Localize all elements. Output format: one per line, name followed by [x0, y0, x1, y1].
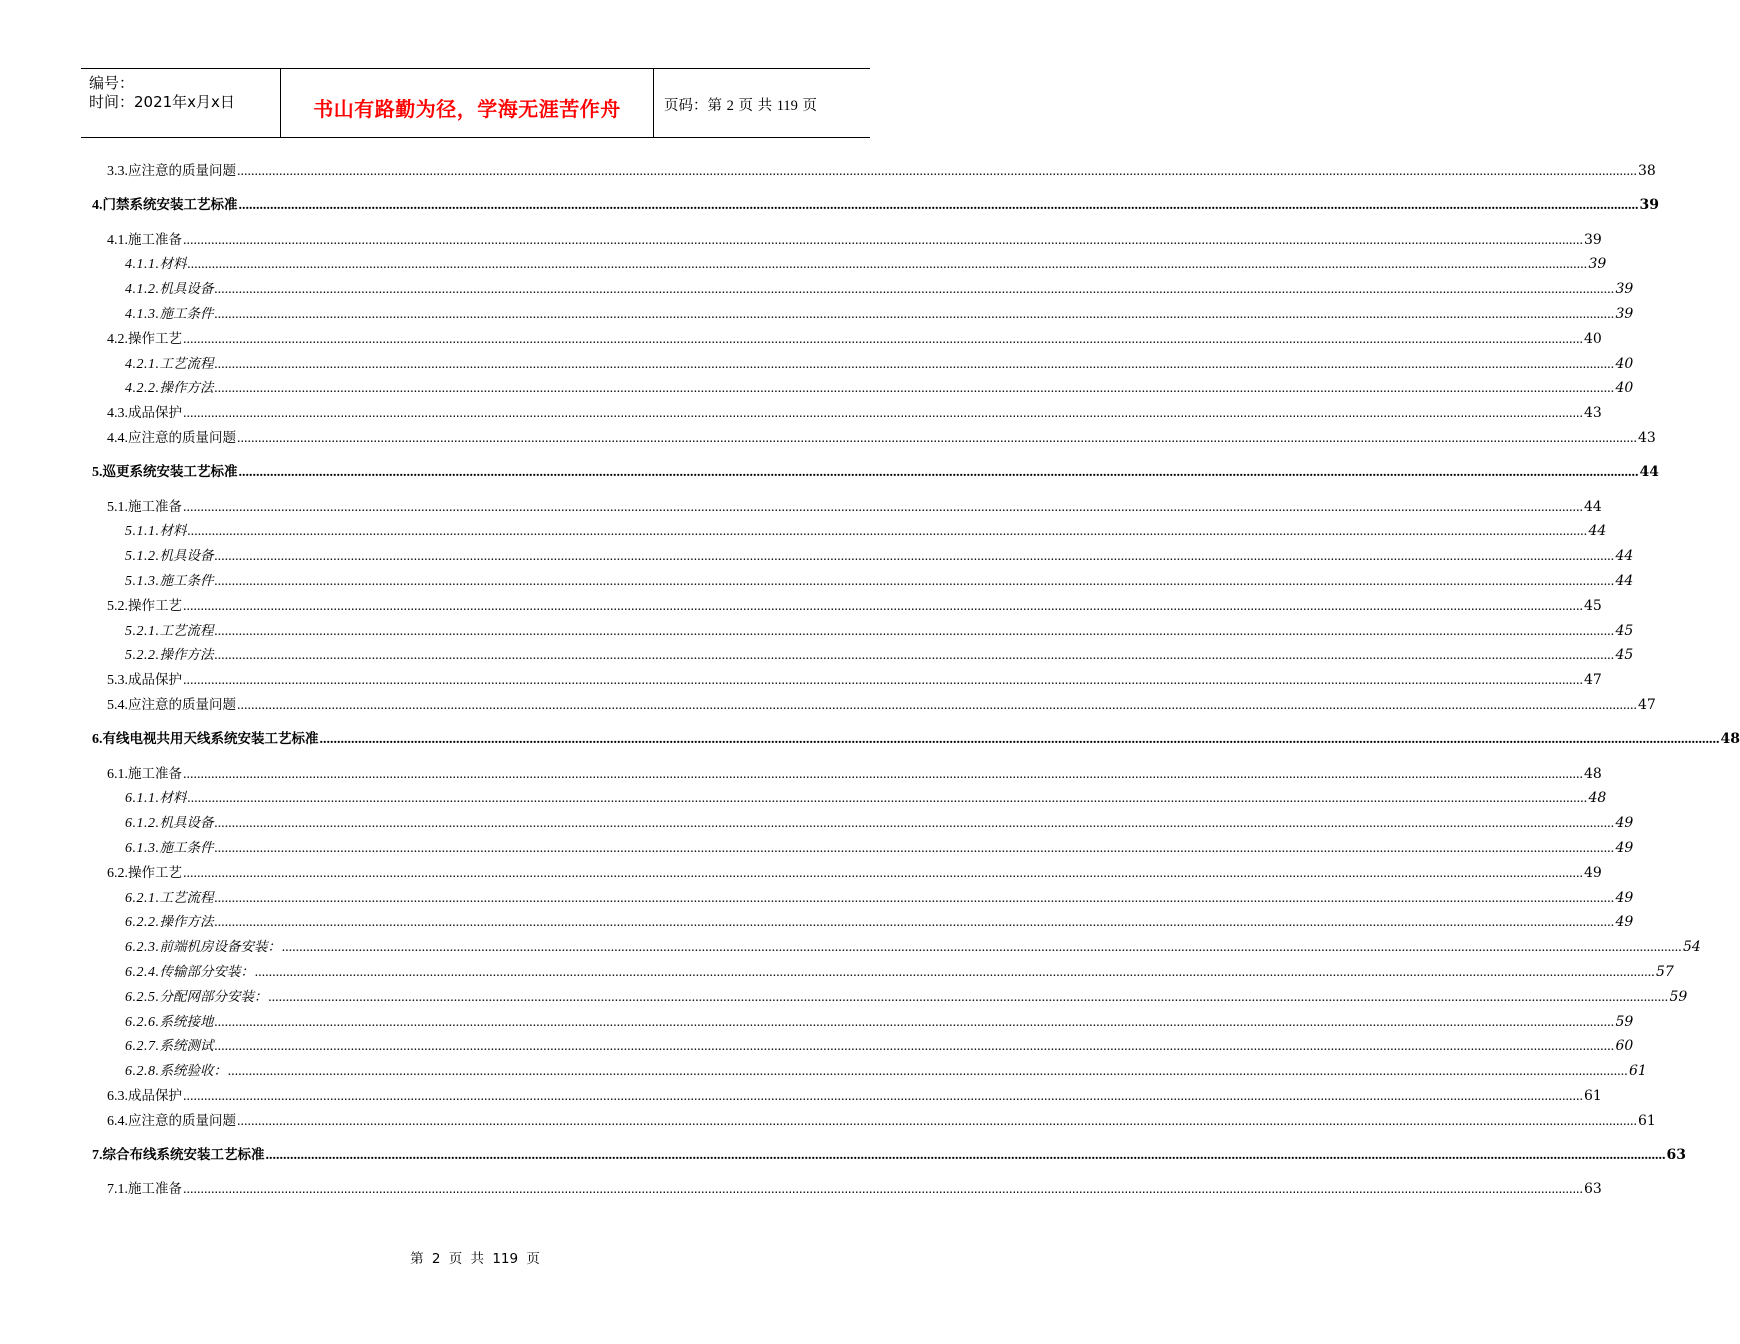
toc-entry-title: 材料	[159, 523, 187, 540]
toc-entry[interactable]	[125, 838, 1634, 858]
toc-entry-number: 5.1.2.	[125, 549, 160, 565]
toc-entry-number: 3.3.	[107, 164, 128, 179]
toc-entry-number: 5.1.1.	[125, 524, 160, 540]
toc-leader-dots: ................................................................................................................................................................................................................................................................................................................................................................................................................	[214, 841, 1615, 856]
toc-entry-page: 38	[1638, 163, 1656, 179]
toc-entry-page: 63	[1666, 1147, 1686, 1164]
toc-entry-page: 49	[1615, 840, 1634, 856]
toc-entry-page: 61	[1638, 1112, 1656, 1129]
toc-entry-title: 材料	[159, 790, 187, 807]
header-page-cell	[654, 69, 870, 137]
toc-entry-number: 6.4.	[107, 1113, 128, 1129]
toc-leader-dots: ................................................................................................................................................................................................................................................................................................................................................................................................................	[183, 865, 1583, 881]
toc-entry-number: 5.	[92, 465, 103, 481]
toc-entry-page: 40	[1615, 380, 1634, 397]
toc-entry-page: 43	[1584, 405, 1602, 422]
toc-entry-title: 操作工艺	[128, 330, 182, 347]
toc-entry-title: 工艺流程	[159, 355, 214, 372]
toc-entry-page: 44	[1615, 548, 1634, 565]
toc-entry[interactable]	[107, 863, 1602, 883]
header-motto: 书山有路勤为径，学海无涯苦作舟	[313, 97, 621, 121]
toc-entry-page: 39	[1588, 256, 1607, 273]
toc-entry[interactable]	[92, 195, 1659, 215]
toc-entry-page: 49	[1584, 864, 1602, 881]
time-label: 时间：2021年x月x日	[89, 93, 235, 111]
toc-entry[interactable]	[92, 462, 1659, 482]
toc-entry-number: 6.2.3.	[125, 940, 160, 956]
toc-entry-title: 分配网部分安装：	[159, 988, 268, 1005]
toc-entry-number: 4.1.3.	[125, 307, 160, 322]
page-prefix: 页码：第	[664, 98, 722, 114]
toc-entry[interactable]	[125, 1061, 1647, 1081]
toc-entry-title: 成品保护	[128, 672, 182, 689]
toc-entry[interactable]	[125, 279, 1634, 299]
toc-entry-page: 39	[1615, 306, 1634, 322]
toc-leader-dots: ................................................................................................................................................................................................................................................................................................................................................................................................................	[238, 198, 1639, 214]
toc-entry[interactable]	[125, 546, 1634, 566]
toc-entry-page: 49	[1615, 889, 1634, 906]
toc-entry[interactable]	[107, 428, 1656, 448]
toc-entry[interactable]	[107, 497, 1602, 517]
toc-leader-dots: ................................................................................................................................................................................................................................................................................................................................................................................................................	[282, 940, 1682, 956]
toc-entry-title: 综合布线系统安装工艺标准	[102, 1147, 265, 1164]
toc-entry[interactable]	[125, 571, 1634, 591]
toc-leader-dots: ................................................................................................................................................................................................................................................................................................................................................................................................................	[183, 673, 1583, 689]
toc-entry-page: 57	[1656, 964, 1674, 980]
toc-leader-dots: ................................................................................................................................................................................................................................................................................................................................................................................................................	[183, 598, 1583, 614]
toc-leader-dots: ................................................................................................................................................................................................................................................................................................................................................................................................................	[319, 732, 1720, 748]
toc-leader-dots: ................................................................................................................................................................................................................................................................................................................................................................................................................	[237, 1113, 1637, 1129]
toc-entry-page: 44	[1639, 464, 1659, 481]
toc-entry-page: 48	[1588, 790, 1607, 807]
toc-entry[interactable]	[107, 403, 1602, 423]
toc-entry-number: 5.1.	[107, 499, 128, 515]
toc-entry[interactable]	[107, 764, 1602, 784]
toc-entry[interactable]	[125, 937, 1701, 957]
toc-entry-title: 传输部分安装：	[159, 964, 254, 980]
toc-entry-number: 6.3.	[107, 1089, 128, 1104]
toc-entry-number: 7.	[92, 1148, 103, 1164]
toc-entry-number: 6.2.5.	[125, 989, 160, 1005]
toc-leader-dots: ................................................................................................................................................................................................................................................................................................................................................................................................................	[187, 791, 1588, 807]
toc-leader-dots: ................................................................................................................................................................................................................................................................................................................................................................................................................	[183, 766, 1583, 782]
toc-entry-page: 47	[1584, 672, 1602, 689]
toc-entry[interactable]	[107, 1086, 1602, 1106]
toc-entry-title: 施工准备	[128, 1181, 182, 1198]
toc-entry-page: 59	[1669, 988, 1688, 1005]
toc-leader-dots: ................................................................................................................................................................................................................................................................................................................................................................................................................	[183, 232, 1583, 248]
toc-entry-number: 4.2.1.	[125, 356, 160, 372]
toc-entry-page: 39	[1639, 197, 1659, 214]
toc-entry-number: 4.	[92, 198, 103, 214]
toc-entry-number: 6.1.	[107, 766, 128, 782]
toc-entry-page: 44	[1584, 498, 1602, 515]
toc-entry-page: 49	[1615, 914, 1634, 931]
toc-entry-number: 6.2.4.	[125, 965, 160, 980]
toc-leader-dots: ................................................................................................................................................................................................................................................................................................................................................................................................................	[214, 1014, 1615, 1030]
toc-entry[interactable]	[92, 729, 1740, 749]
toc-entry-number: 4.2.2.	[125, 381, 160, 397]
toc-entry-page: 45	[1615, 647, 1634, 664]
toc-entry-title: 操作工艺	[128, 864, 182, 881]
toc-entry[interactable]	[125, 621, 1634, 641]
toc-entry-number: 6.2.7.	[125, 1039, 160, 1055]
toc-entry-number: 6.	[92, 732, 103, 748]
toc-entry[interactable]	[125, 788, 1607, 808]
toc-leader-dots: ................................................................................................................................................................................................................................................................................................................................................................................................................	[183, 406, 1583, 422]
toc-entry-title: 操作方法	[159, 914, 214, 931]
toc-entry-title: 工艺流程	[159, 889, 214, 906]
toc-entry[interactable]	[107, 670, 1602, 690]
toc-entry-title: 系统测试	[159, 1038, 214, 1055]
toc-entry-title: 应注意的质量问题	[128, 430, 236, 446]
toc-entry-page: 48	[1720, 731, 1740, 748]
toc-entry-page: 40	[1584, 330, 1602, 347]
toc-entry-page: 44	[1615, 573, 1634, 589]
toc-entry-title: 应注意的质量问题	[128, 1112, 236, 1129]
page-header	[81, 68, 870, 138]
page-suffix: 页	[802, 98, 818, 114]
toc-entry-title: 操作方法	[159, 380, 214, 397]
toc-entry-page: 43	[1638, 430, 1656, 446]
toc-entry-title: 工艺流程	[159, 622, 214, 639]
toc-entry-title: 前端机房设备安装：	[159, 939, 281, 956]
toc-leader-dots: ................................................................................................................................................................................................................................................................................................................................................................................................................	[238, 465, 1639, 481]
toc-entry[interactable]	[125, 813, 1634, 833]
toc-entry[interactable]	[125, 912, 1634, 932]
toc-leader-dots: ................................................................................................................................................................................................................................................................................................................................................................................................................	[183, 331, 1583, 347]
toc-entry-title: 操作方法	[159, 647, 214, 664]
toc-leader-dots: ................................................................................................................................................................................................................................................................................................................................................................................................................	[214, 1039, 1615, 1055]
toc-entry-page: 39	[1615, 281, 1634, 298]
toc-entry-title: 施工条件	[159, 573, 214, 589]
toc-entry-number: 5.1.3.	[125, 574, 160, 589]
toc-entry-number: 5.2.1.	[125, 623, 160, 639]
toc-entry-number: 6.2.2.	[125, 915, 160, 931]
toc-leader-dots: ................................................................................................................................................................................................................................................................................................................................................................................................................	[214, 890, 1615, 906]
toc-entry-number: 5.3.	[107, 673, 128, 689]
toc-entry[interactable]	[125, 1012, 1634, 1032]
toc-entry[interactable]	[125, 521, 1607, 541]
toc-entry-title: 应注意的质量问题	[128, 697, 236, 713]
toc-entry-title: 机具设备	[159, 548, 214, 565]
toc-entry-number: 4.1.1.	[125, 257, 160, 273]
toc-entry[interactable]	[125, 254, 1607, 274]
toc-entry-page: 63	[1584, 1181, 1602, 1198]
toc-entry-title: 成品保护	[128, 1088, 182, 1104]
toc-entry[interactable]	[125, 962, 1674, 982]
toc-leader-dots: ................................................................................................................................................................................................................................................................................................................................................................................................................	[255, 965, 1655, 980]
toc-entry-number: 4.3.	[107, 406, 128, 422]
toc-entry-number: 5.2.2.	[125, 648, 160, 664]
toc-entry[interactable]	[125, 1036, 1634, 1056]
toc-entry[interactable]	[107, 161, 1656, 181]
toc-leader-dots: ................................................................................................................................................................................................................................................................................................................................................................................................................	[214, 381, 1615, 397]
toc-entry-title: 门禁系统安装工艺标准	[102, 197, 238, 214]
toc-entry-page: 40	[1615, 355, 1634, 372]
toc-entry-number: 6.2.	[107, 865, 128, 881]
toc-entry-page: 61	[1584, 1088, 1602, 1104]
toc-entry-title: 机具设备	[159, 281, 214, 298]
toc-entry-number: 6.1.2.	[125, 816, 160, 832]
toc-entry[interactable]	[125, 987, 1688, 1007]
toc-leader-dots: ................................................................................................................................................................................................................................................................................................................................................................................................................	[214, 574, 1615, 589]
toc-entry-title: 巡更系统安装工艺标准	[102, 464, 238, 481]
toc-entry-number: 6.2.8.	[125, 1064, 160, 1080]
toc-entry-title: 施工准备	[128, 765, 182, 782]
toc-leader-dots: ................................................................................................................................................................................................................................................................................................................................................................................................................	[187, 524, 1588, 540]
toc-entry[interactable]	[125, 354, 1634, 374]
toc-entry[interactable]	[125, 645, 1634, 665]
toc-entry-title: 施工准备	[128, 231, 182, 248]
toc-entry-title: 系统验收：	[159, 1063, 227, 1080]
toc-entry-page: 60	[1615, 1038, 1634, 1055]
toc-entry-title: 施工条件	[159, 306, 214, 322]
toc-entry-title: 操作工艺	[128, 597, 182, 614]
toc-entry[interactable]	[125, 888, 1634, 908]
toc-leader-dots: ................................................................................................................................................................................................................................................................................................................................................................................................................	[187, 257, 1588, 273]
toc-entry-number: 6.1.1.	[125, 791, 160, 807]
toc-entry-number: 6.2.6.	[125, 1014, 160, 1030]
toc-entry[interactable]	[125, 304, 1634, 324]
toc-leader-dots: ................................................................................................................................................................................................................................................................................................................................................................................................................	[265, 1148, 1666, 1164]
toc-entry-number: 4.1.2.	[125, 282, 160, 298]
toc-entry-page: 39	[1584, 231, 1602, 248]
toc-entry-title: 施工准备	[128, 498, 182, 515]
toc-entry-page: 54	[1683, 939, 1701, 956]
header-page-number	[664, 94, 817, 115]
serial-label: 编号：	[89, 74, 135, 92]
page-footer: 第 2 页 共 119 页	[410, 1251, 540, 1267]
toc-entry-page: 44	[1588, 523, 1607, 540]
toc-leader-dots: ................................................................................................................................................................................................................................................................................................................................................................................................................	[183, 499, 1583, 515]
toc-leader-dots: ................................................................................................................................................................................................................................................................................................................................................................................................................	[214, 648, 1615, 664]
toc-entry-page: 61	[1629, 1063, 1647, 1080]
toc-entry-number: 5.2.	[107, 598, 128, 614]
page-current: 2	[726, 98, 734, 114]
toc-entry[interactable]	[107, 1179, 1602, 1199]
toc-entry[interactable]	[107, 695, 1656, 715]
toc-leader-dots: ................................................................................................................................................................................................................................................................................................................................................................................................................	[228, 1064, 1628, 1080]
toc-leader-dots: ................................................................................................................................................................................................................................................................................................................................................................................................................	[214, 307, 1615, 322]
toc-leader-dots: ................................................................................................................................................................................................................................................................................................................................................................................................................	[214, 549, 1615, 565]
toc-entry-page: 47	[1638, 697, 1656, 713]
toc-entry-number: 6.2.1.	[125, 890, 160, 906]
toc-entry[interactable]	[107, 230, 1602, 250]
toc-entry-number: 6.1.3.	[125, 841, 160, 856]
toc-leader-dots: ................................................................................................................................................................................................................................................................................................................................................................................................................	[183, 1089, 1583, 1104]
toc-leader-dots: ................................................................................................................................................................................................................................................................................................................................................................................................................	[214, 915, 1615, 931]
toc-entry-number: 4.2.	[107, 331, 128, 347]
header-motto-cell	[281, 69, 654, 137]
toc-leader-dots: ................................................................................................................................................................................................................................................................................................................................................................................................................	[214, 356, 1615, 372]
toc-leader-dots: ................................................................................................................................................................................................................................................................................................................................................................................................................	[237, 164, 1637, 179]
toc-leader-dots: ................................................................................................................................................................................................................................................................................................................................................................................................................	[214, 816, 1615, 832]
page-total: 119	[776, 98, 798, 114]
toc-entry[interactable]	[125, 378, 1634, 398]
toc-entry-title: 施工条件	[159, 840, 214, 856]
toc-leader-dots: ................................................................................................................................................................................................................................................................................................................................................................................................................	[214, 282, 1615, 298]
toc-entry-page: 49	[1615, 815, 1634, 832]
toc-entry-page: 45	[1584, 597, 1602, 614]
toc-entry-title: 应注意的质量问题	[128, 163, 236, 179]
toc-entry-title: 成品保护	[128, 405, 182, 422]
toc-entry-page: 59	[1615, 1013, 1634, 1030]
toc-entry[interactable]	[107, 1111, 1656, 1131]
toc-entry-number: 4.4.	[107, 431, 128, 446]
toc-entry-title: 有线电视共用天线系统安装工艺标准	[102, 731, 319, 748]
toc-leader-dots: ................................................................................................................................................................................................................................................................................................................................................................................................................	[237, 431, 1637, 446]
toc-entry[interactable]	[92, 1145, 1686, 1165]
header-info-cell	[81, 69, 281, 137]
toc-entry-title: 材料	[159, 256, 187, 273]
toc-entry-number: 5.4.	[107, 698, 128, 713]
toc-leader-dots: ................................................................................................................................................................................................................................................................................................................................................................................................................	[237, 698, 1637, 713]
toc-entry-number: 7.1.	[107, 1182, 128, 1198]
toc-entry-page: 45	[1615, 622, 1634, 639]
page-mid: 页 共	[738, 98, 773, 114]
toc-entry-number: 4.1.	[107, 232, 128, 248]
toc-leader-dots: ................................................................................................................................................................................................................................................................................................................................................................................................................	[268, 989, 1669, 1005]
toc-entry-page: 48	[1584, 765, 1602, 782]
toc-entry-title: 机具设备	[159, 815, 214, 832]
toc-entry-title: 系统接地	[159, 1013, 214, 1030]
toc-leader-dots: ................................................................................................................................................................................................................................................................................................................................................................................................................	[183, 1182, 1583, 1198]
toc-entry[interactable]	[107, 329, 1602, 349]
toc-entry[interactable]	[107, 596, 1602, 616]
toc-leader-dots: ................................................................................................................................................................................................................................................................................................................................................................................................................	[214, 623, 1615, 639]
